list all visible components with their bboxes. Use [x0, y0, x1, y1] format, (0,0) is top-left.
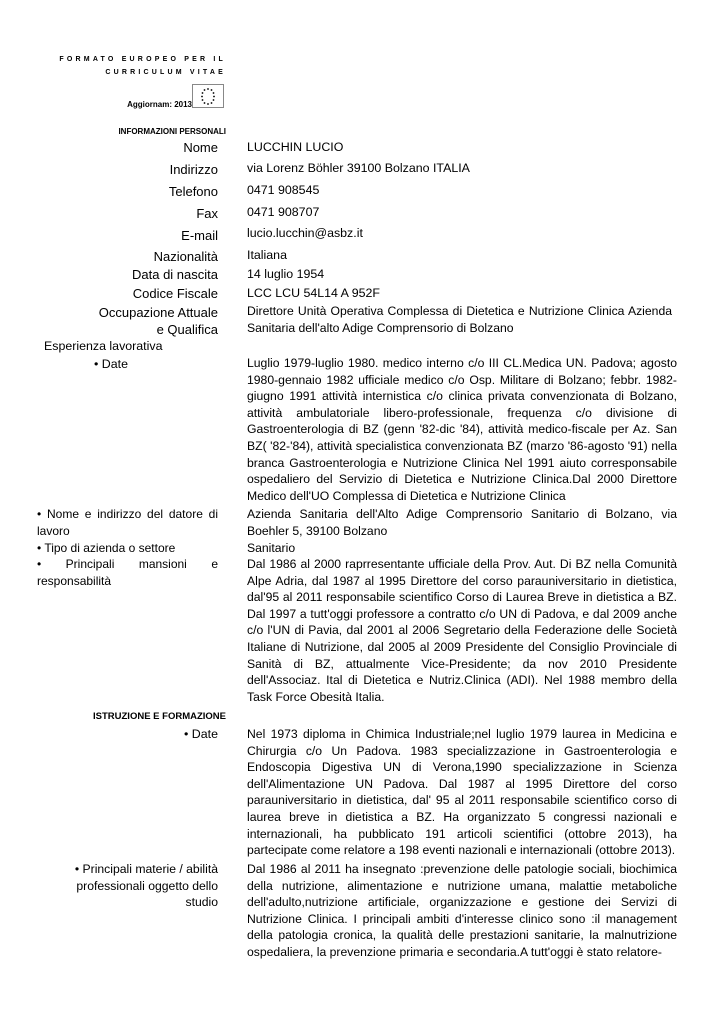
value-name: LUCCHIN LUCIO: [247, 140, 344, 154]
label-phone: Telefono: [168, 184, 218, 199]
value-tax-code: LCC LCU 54L14 A 952F: [247, 286, 380, 300]
label-email: E-mail: [181, 228, 218, 243]
label-birth-date: Data di nascita: [132, 267, 218, 282]
value-birth-date: 14 luglio 1954: [247, 267, 325, 281]
value-education-date: Nel 1973 diploma in Chimica Industriale;nel luglio 1979 laurea in Medicina e Chirurgia c/o Un Padova. 1983 specializzazione in Gastroenterologia e Endoscopia Digestiva UN di Verona,1990 specializzazione in Scienza dell'Alimentazione UN Padova. Dal 1987 al 1995 Direttore del corso parauniversitario in dietistica, dal' 95 al 2011 responsabile scientifico corso di laurea breve in dietistica a BZ. Ha organizzato 5 congressi nazionali e internazionali, ha pubblicato 191 articoli scientifici (ottobre 2013), ha partecipate come relatore a 198 eventi nazionali e internazionali (ottobre 2013).: [247, 727, 677, 858]
value-experience-date: Luglio 1979-luglio 1980. medico interno c/o III CL.Medica UN. Padova; agosto 1980-gennaio 1982 ufficiale medico c/o Osp. Militare di Bolzano; febbr. 1982-giugno 1991 attività internistica c/o clinica privata convenzionata di Bolzano, attività ambulatoriale libero-professionale, frequenza c/o divisione di Gastroenterologia di BZ (genn '82-dic '84), attività medico-fiscale per Az. San BZ( '82-'84), attività specialistica convenzionata BZ (marzo '86-agosto '91) nella branca Gastroenterologia e Nutrizione Clinica Nel 1991 aiuto corresponsabile ospedaliero del Servizio di Dietetica e Nutrizione Clinica.Dal 2000 Direttore Medico dell'UO Complessa di Dietetica e Nutrizione Clinica: [247, 356, 677, 503]
label-employer: • Nome e indirizzo del datore di lavoro: [37, 507, 218, 538]
cv-format-title: FORMATO EUROPEO PER IL: [59, 56, 226, 63]
label-education-date: • Date: [184, 727, 218, 741]
section-personal-info: INFORMAZIONI PERSONALI: [118, 127, 226, 136]
label-address: Indirizzo: [169, 162, 218, 177]
section-work-experience: Esperienza lavorativa: [44, 339, 163, 353]
label-nationality: Nazionalità: [153, 249, 218, 264]
value-subjects: Dal 1986 al 2011 ha insegnato :prevenzione delle patologie sociali, biochimica della nutrizione, alimentazione e nutrizione umana, malattie metaboliche dell'adulto,nutrizione artificiale, organizzazione e gestione dei Servizi di Nutrizione Clinica. I principali ambiti d'interesse clinico sono :il management della patologia cronica, la qualità delle prestazioni sanitarie, la malnutrizione ospedaliera, la prevenzione primaria e secondaria.A tutt'oggi è stato relatore-: [247, 862, 677, 959]
label-name: Nome: [183, 140, 218, 155]
value-employer: Azienda Sanitaria dell'Alto Adige Comprensorio Sanitario di Bolzano, via Boehler 5, 39100 Bolzano: [247, 507, 677, 538]
label-occupation: Occupazione Attuale e Qualifica: [98, 305, 218, 337]
value-sector: Sanitario: [247, 541, 296, 555]
value-phone: 0471 908545: [247, 183, 320, 197]
value-fax: 0471 908707: [247, 205, 320, 219]
label-subjects: • Principali materie / abilità professionali oggetto dello studio: [74, 862, 218, 909]
label-experience-date: • Date: [94, 357, 128, 371]
cv-format-subtitle: CURRICULUM VITAE: [105, 69, 226, 76]
value-nationality: Italiana: [247, 248, 287, 262]
value-occupation: Direttore Unità Operativa Complessa di Dietetica e Nutrizione Clinica Azienda Sanitaria dell'alto Adige Comprensorio di Bolzano: [247, 304, 672, 335]
update-date: Aggiornam: 2013: [127, 100, 192, 109]
label-duties: • Principali mansioni e responsabilità: [37, 557, 218, 588]
value-email: lucio.lucchin@asbz.it: [247, 226, 363, 240]
eu-flag-icon: [192, 84, 224, 108]
value-duties: Dal 1986 al 2000 raprresentante ufficiale della Prov. Aut. Di BZ nella Comunità Alpe Adria, dal 1987 al 1995 Direttore del corso parauniversitario in dietistica, dal'95 al 2011 responsabile scientifico Corso di Laurea Breve in dietistica a BZ. Dal 1997 a tutt'oggi professore a contratto c/o UN di Padova, e dal 2009 anche c/o l'UN di Pavia, dal 2001 al 2006 Segretario della Federazione delle Società Italiane di Nutrizione, dal 2005 al 2009 Presidente del Consiglio Provinciale di Sanità di BZ, attualmente Vice-Presidente; da nov 2010 Presidente dell'Associaz. Ital di Dietetica e Nutriz.Clinica (ADI). Nel 1988 membro della Task Force Obesità Italia.: [247, 557, 677, 704]
label-sector: • Tipo di azienda o settore: [37, 541, 176, 555]
section-education: ISTRUZIONE E FORMAZIONE: [93, 711, 226, 722]
label-fax: Fax: [196, 206, 218, 221]
label-tax-code: Codice Fiscale: [132, 286, 218, 301]
value-address: via Lorenz Böhler 39100 Bolzano ITALIA: [247, 161, 470, 175]
